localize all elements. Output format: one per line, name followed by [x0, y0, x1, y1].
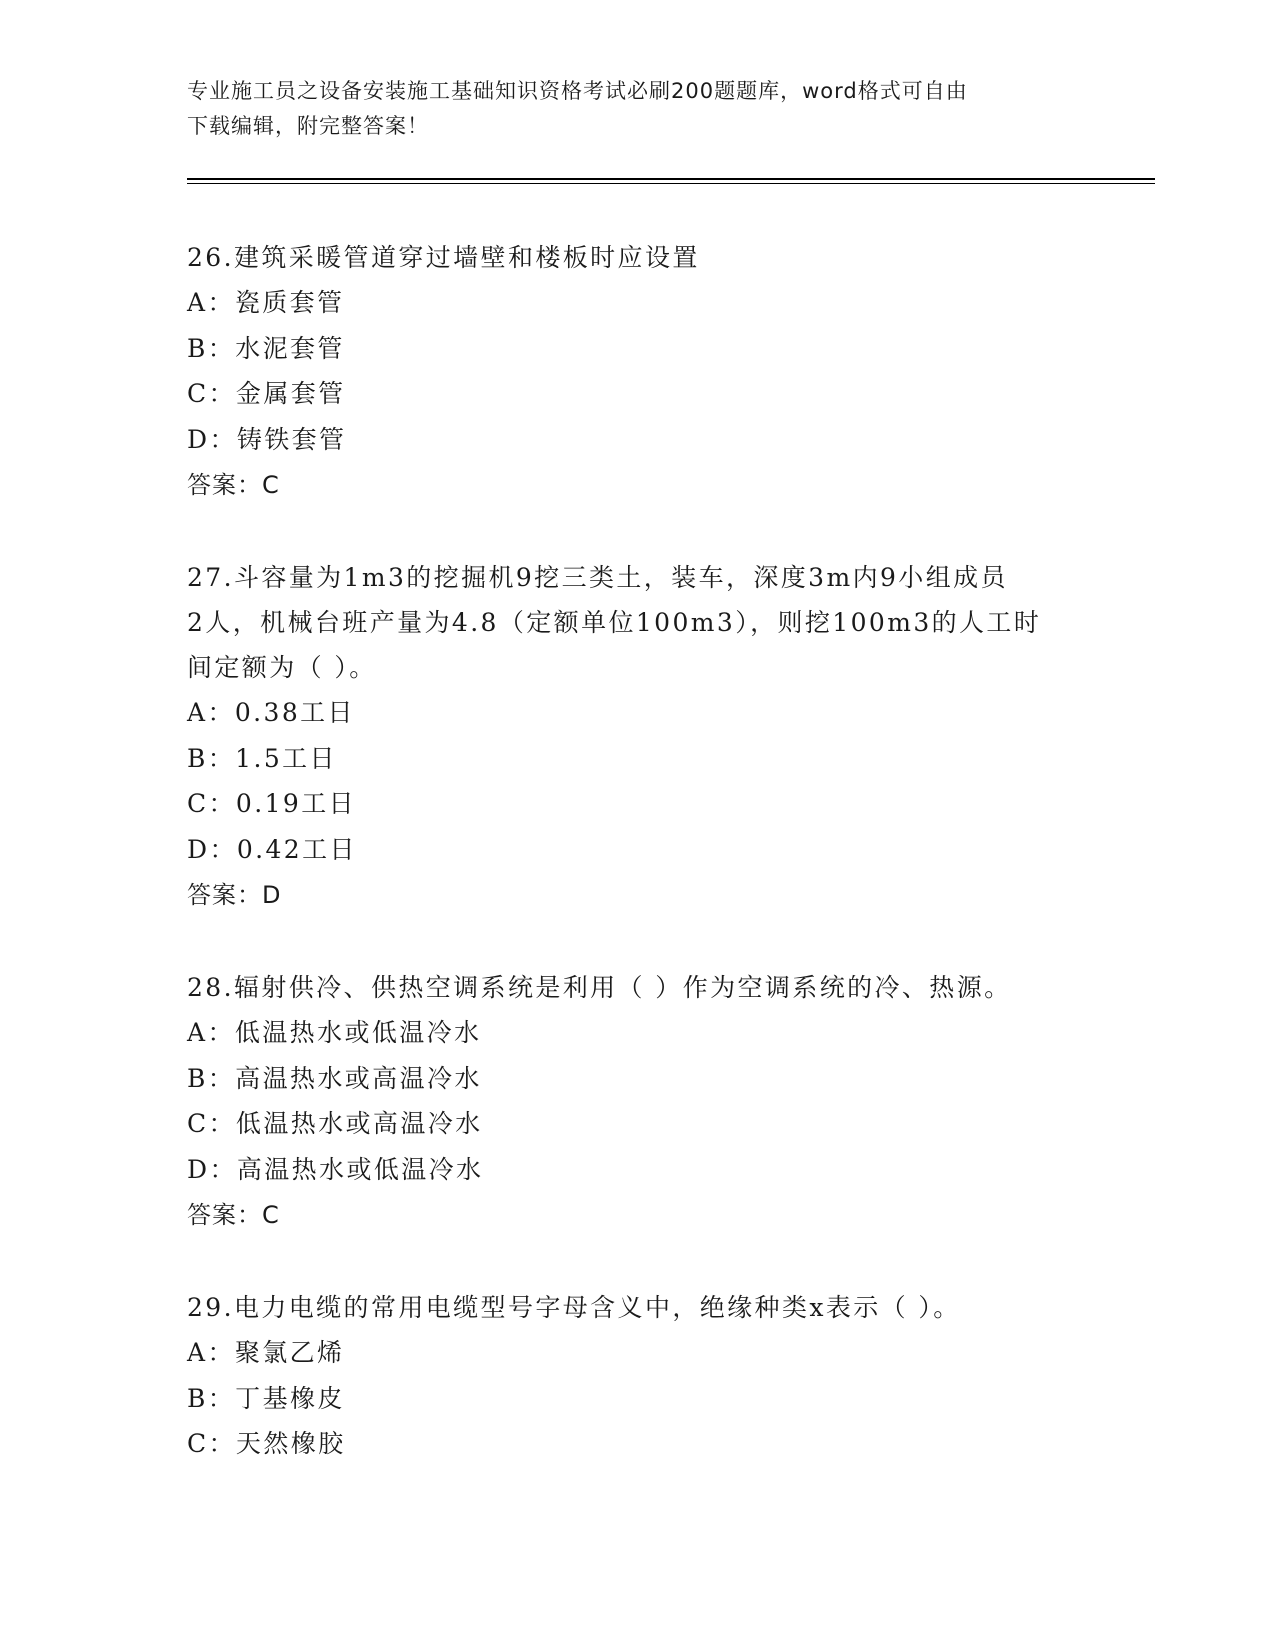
- option-c: C：低温热水或高温冷水: [187, 1109, 483, 1138]
- question-26: [187, 235, 1087, 508]
- option-c: C：金属套管: [187, 379, 346, 408]
- question-stem-line-1: 27.斗容量为1m3的挖掘机9挖三类土，装车，深度3m内9小组成员: [187, 563, 1008, 592]
- question-stem-line-3: 间定额为（ ）。: [187, 653, 377, 682]
- option-d: D：铸铁套管: [187, 424, 347, 454]
- header-divider-thick: [187, 178, 1155, 180]
- question-stem-line-2: 2人，机械台班产量为4.8（定额单位100m3），则挖100m3的人工时: [187, 608, 1042, 637]
- answer: 答案：C: [187, 471, 280, 499]
- answer: 答案：C: [187, 1201, 280, 1229]
- question-29: [187, 1285, 1087, 1467]
- question-28: [187, 965, 1087, 1238]
- header-divider-thin: [187, 183, 1155, 184]
- option-a: A：0.38工日: [187, 698, 355, 727]
- answer: 答案：D: [187, 881, 282, 909]
- option-a: A：低温热水或低温冷水: [187, 1018, 482, 1047]
- document-header: [187, 74, 1087, 144]
- question-stem: 28.辐射供冷、供热空调系统是利用（ ）作为空调系统的冷、热源。: [187, 973, 1012, 1002]
- header-title-line-2: 下载编辑，附完整答案！: [187, 114, 429, 138]
- question-27: [187, 555, 1087, 918]
- option-a: A：聚氯乙烯: [187, 1338, 345, 1367]
- question-stem: 29.电力电缆的常用电缆型号字母含义中，绝缘种类x表示（ ）。: [187, 1293, 961, 1322]
- option-d: D：0.42工日: [187, 834, 357, 864]
- option-c: C：0.19工日: [187, 789, 356, 818]
- option-b: B：高温热水或高温冷水: [187, 1063, 482, 1093]
- option-b: B：丁基橡皮: [187, 1383, 345, 1413]
- option-c: C：天然橡胶: [187, 1429, 346, 1458]
- option-a: A：瓷质套管: [187, 288, 345, 317]
- option-b: B：水泥套管: [187, 333, 345, 363]
- option-d: D：高温热水或低温冷水: [187, 1154, 484, 1184]
- question-stem: 26.建筑采暖管道穿过墙壁和楼板时应设置: [187, 243, 700, 272]
- option-b: B：1.5工日: [187, 743, 337, 773]
- header-title-line-1: 专业施工员之设备安装施工基础知识资格考试必刷200题题库，word格式可自由: [187, 79, 968, 103]
